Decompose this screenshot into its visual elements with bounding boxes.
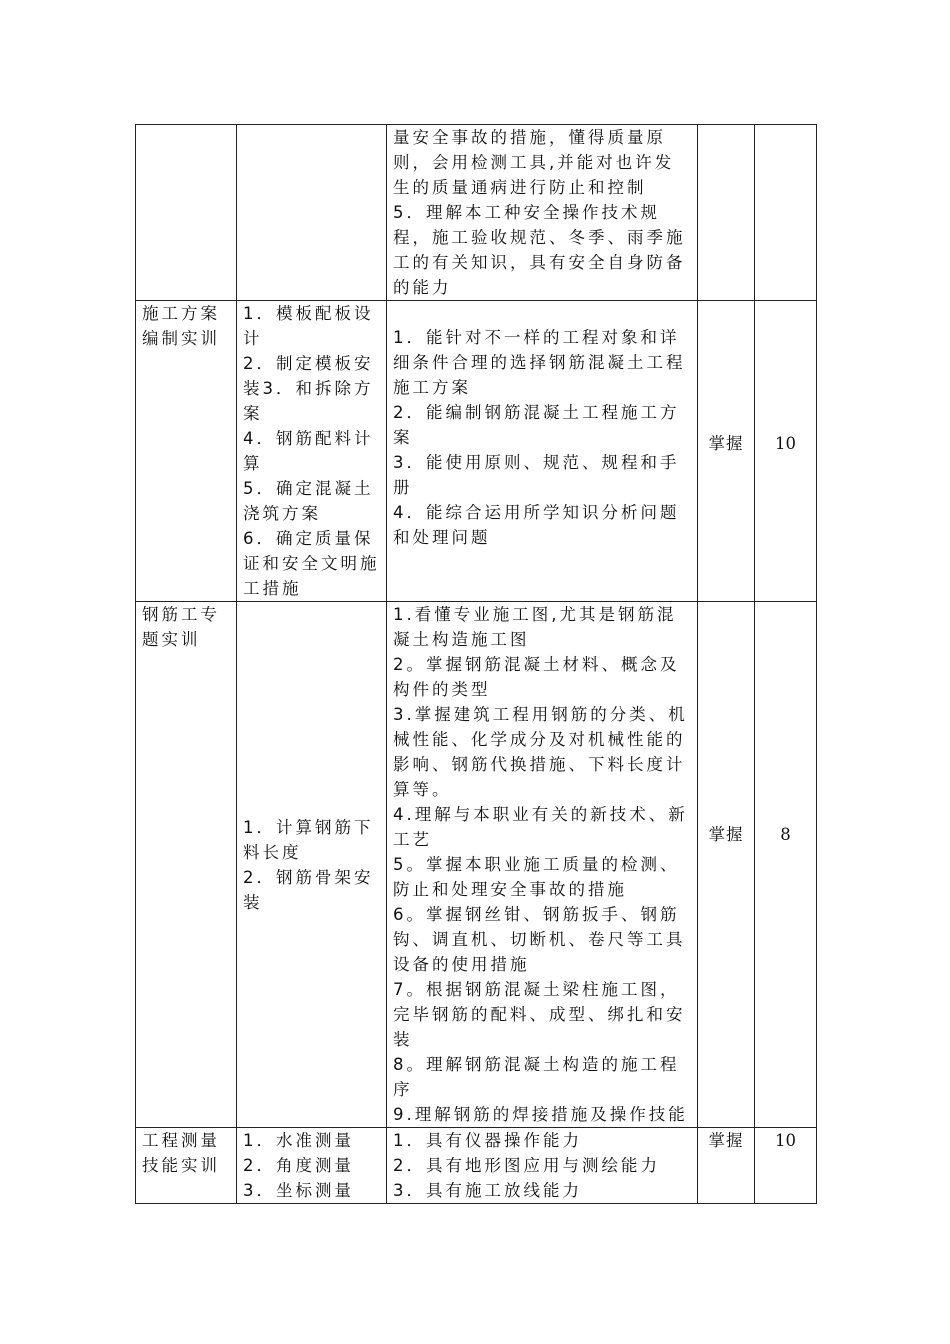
- item-line: 2．钢筋骨架安装: [243, 867, 374, 912]
- requirement-line: 4.理解与本职业有关的新技术、新工艺: [393, 805, 688, 849]
- requirement-line: 4．能综合运用所学知识分析问题和处理问题: [393, 503, 680, 547]
- table-row: [136, 125, 817, 301]
- requirement-line: 2．能编制钢筋混凝土工程施工方案: [393, 403, 680, 447]
- training-items-cell: [237, 602, 387, 1128]
- requirement-line: 6。掌握钢丝钳、钢筋扳手、钢筋钩、调直机、切断机、卷尺等工具设备的使用措施: [393, 905, 686, 974]
- item-line: 1．水准测量: [243, 1131, 354, 1150]
- training-name-cell: 工程测量技能实训: [136, 1128, 237, 1204]
- requirement-line: 2．具有地形图应用与测绘能力: [393, 1156, 660, 1175]
- requirement-line: 2。掌握钢筋混凝土材料、概念及构件的类型: [393, 655, 680, 699]
- training-items-cell: [237, 1128, 387, 1204]
- hours-cell: 8: [755, 602, 817, 1128]
- item-line: 4．钢筋配料计算: [243, 429, 374, 473]
- item-line: 1．计算钢筋下料长度: [243, 817, 374, 862]
- requirement-line: 5．理解本工种安全操作技术规程，施工验收规范、冬季、雨季施工的有关知识，具有安全自身防备的能力: [393, 203, 686, 297]
- level-cell: 掌握: [698, 1128, 755, 1204]
- item-line: 2．制定模板安装3．和拆除方案: [243, 354, 374, 423]
- table-row: [136, 1128, 817, 1204]
- requirement-line: 3．能使用原则、规范、规程和手册: [393, 453, 680, 497]
- hours-cell: 10: [755, 301, 817, 602]
- training-requirements-cell: [387, 602, 698, 1128]
- training-table: [135, 124, 817, 1204]
- training-name-cell: 钢筋工专题实训: [136, 602, 237, 1128]
- training-items-cell: [237, 125, 387, 301]
- requirement-line: 1.看懂专业施工图,尤其是钢筋混凝土构造施工图: [393, 605, 677, 649]
- table-row: [136, 301, 817, 602]
- hours-cell: 10: [755, 1128, 817, 1204]
- requirement-line: 1．具有仪器操作能力: [393, 1131, 582, 1150]
- hours-cell: [755, 125, 817, 301]
- item-line: 5．确定混凝土浇筑方案: [243, 479, 374, 523]
- training-name-cell: 施工方案编制实训: [136, 301, 237, 602]
- level-cell: [698, 125, 755, 301]
- item-line: 1．模板配板设计: [243, 304, 374, 348]
- requirement-line: 5。掌握本职业施工质量的检测、防止和处理安全事故的措施: [393, 855, 680, 899]
- requirement-line: 1．能针对不一样的工程对象和详细条件合理的选择钢筋混凝土工程施工方案: [393, 328, 686, 397]
- item-line: 3．坐标测量: [243, 1181, 354, 1200]
- requirement-line: 8。理解钢筋混凝土构造的施工程序: [393, 1055, 680, 1099]
- training-items-cell: [237, 301, 387, 602]
- level-cell: 掌握: [698, 301, 755, 602]
- training-requirements-cell: [387, 125, 698, 301]
- requirement-line: 9.理解钢筋的焊接措施及操作技能: [393, 1105, 688, 1124]
- requirement-line: 量安全事故的措施，懂得质量原则，会用检测工具,并能对也许发生的质量通病进行防止和控制: [393, 128, 675, 197]
- training-requirements-cell: [387, 1128, 698, 1204]
- item-line: 2．角度测量: [243, 1156, 354, 1175]
- training-requirements-cell: [387, 301, 698, 602]
- requirement-line: 7。根据钢筋混凝土梁柱施工图，完毕钢筋的配料、成型、绑扎和安装: [393, 980, 686, 1049]
- table-row: [136, 602, 817, 1128]
- requirement-line: 3.掌握建筑工程用钢筋的分类、机械性能、化学成分及对机械性能的影响、钢筋代换措施、下料长度计算等。: [393, 705, 688, 799]
- level-cell: 掌握: [698, 602, 755, 1128]
- requirement-line: 3．具有施工放线能力: [393, 1181, 582, 1200]
- training-name-cell: [136, 125, 237, 301]
- item-line: 6．确定质量保证和安全文明施工措施: [243, 529, 380, 598]
